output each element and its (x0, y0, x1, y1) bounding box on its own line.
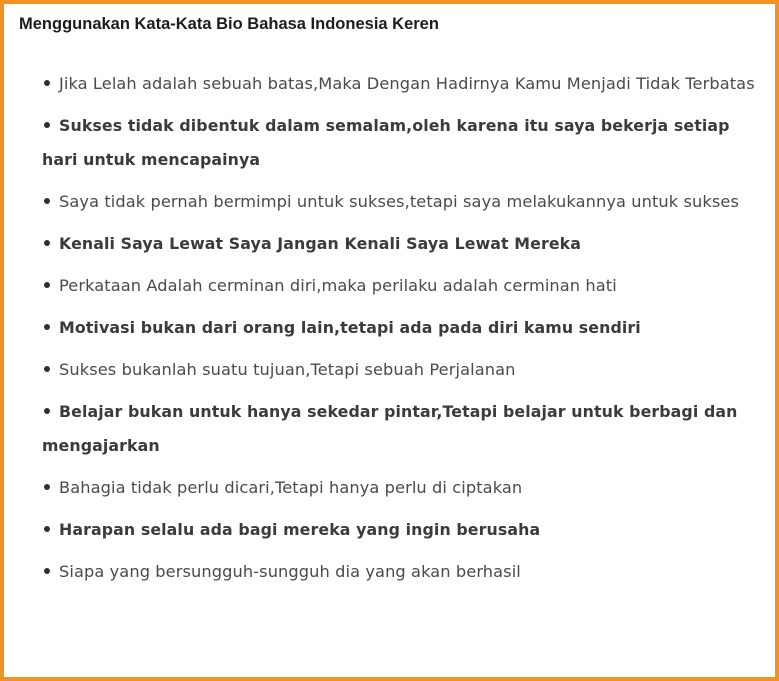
list-item (42, 395, 760, 463)
quote-text: Sukses tidak dibentuk dalam semalam,oleh karena itu saya bekerja setiap hari untuk mencapainya (42, 116, 730, 169)
quote-text: Harapan selalu ada bagi mereka yang ingin berusaha (59, 520, 541, 539)
quote-text: Motivasi bukan dari orang lain,tetapi ada pada diri kamu sendiri (59, 318, 641, 337)
quote-text: Siapa yang bersungguh-sungguh dia yang akan berhasil (59, 562, 521, 581)
list-item (42, 109, 760, 177)
list-item (42, 185, 760, 219)
quote-text: Jika Lelah adalah sebuah batas,Maka Dengan Hadirnya Kamu Menjadi Tidak Terbatas (59, 74, 755, 93)
bullet-icon (44, 282, 50, 288)
section-heading: Menggunakan Kata-Kata Bio Bahasa Indonesia Keren (19, 15, 439, 33)
list-item (42, 311, 760, 345)
quote-text: Belajar bukan untuk hanya sekedar pintar,Tetapi belajar untuk berbagi dan mengajarkan (42, 402, 738, 455)
bullet-icon (44, 366, 50, 372)
quote-text: Bahagia tidak perlu dicari,Tetapi hanya perlu di ciptakan (59, 478, 523, 497)
list-item (42, 471, 760, 505)
quote-list (42, 67, 760, 597)
bullet-icon (44, 324, 50, 330)
quote-text: Perkataan Adalah cerminan diri,maka perilaku adalah cerminan hati (59, 276, 617, 295)
bullet-icon (44, 526, 50, 532)
list-item (42, 227, 760, 261)
quote-text: Kenali Saya Lewat Saya Jangan Kenali Saya Lewat Mereka (59, 234, 582, 253)
bullet-icon (44, 198, 50, 204)
list-item (42, 269, 760, 303)
list-item (42, 67, 760, 101)
quote-text: Sukses bukanlah suatu tujuan,Tetapi sebuah Perjalanan (59, 360, 516, 379)
bullet-icon (44, 240, 50, 246)
quote-text: Saya tidak pernah bermimpi untuk sukses,tetapi saya melakukannya untuk sukses (59, 192, 740, 211)
bullet-icon (44, 484, 50, 490)
bullet-icon (44, 568, 50, 574)
list-item (42, 513, 760, 547)
bullet-icon (44, 80, 50, 86)
bullet-icon (44, 122, 50, 128)
list-item (42, 555, 760, 589)
list-item (42, 353, 760, 387)
bullet-icon (44, 408, 50, 414)
